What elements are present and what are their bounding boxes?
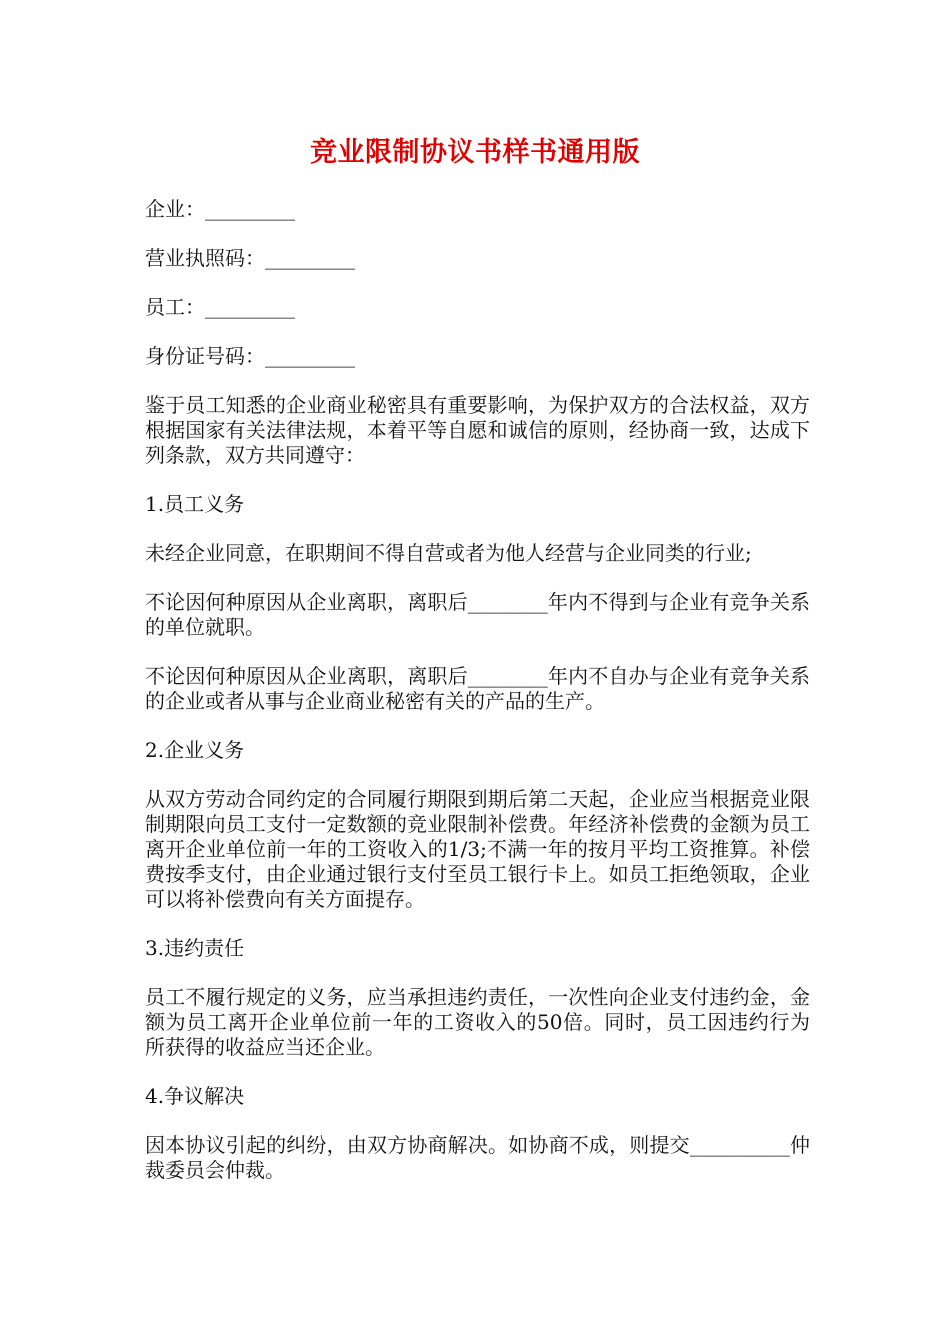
field-label: 营业执照码： — [145, 246, 265, 270]
section-heading: 2.企业义务 — [145, 738, 245, 762]
field-blank: _________ — [265, 246, 355, 270]
field-label: 身份证号码： — [145, 344, 265, 368]
field-business-license — [145, 246, 810, 271]
section-paragraph: 未经企业同意，在职期间不得自营或者为他人经营与企业同类的行业; — [145, 541, 752, 565]
section-heading: 1.员工义务 — [145, 492, 245, 516]
section-paragraph: 因本协议引起的纠纷，由双方协商解决。如协商不成，则提交__________仲裁委员会仲裁。 — [145, 1133, 810, 1182]
section-paragraph: 员工不履行规定的义务，应当承担违约责任，一次性向企业支付违约金，金额为员工离开企业单位前一年的工资收入的50倍。同时，员工因违约行为所获得的收益应当还企业。 — [145, 985, 810, 1059]
document-title: 竞业限制协议书样书通用版 — [310, 137, 640, 168]
section-heading: 3.违约责任 — [145, 936, 245, 960]
section-heading: 4.争议解决 — [145, 1084, 245, 1108]
intro-paragraph: 鉴于员工知悉的企业商业秘密具有重要影响，为保护双方的合法权益，双方根据国家有关法律法规，本着平等自愿和诚信的原则，经协商一致，达成下列条款，双方共同遵守： — [145, 393, 810, 467]
field-employee — [145, 295, 810, 320]
section-paragraph: 不论因何种原因从企业离职，离职后________年内不自办与企业有竞争关系的企业或者从事与企业商业秘密有关的产品的生产。 — [145, 664, 810, 713]
field-blank: _________ — [205, 295, 295, 319]
field-label: 企业： — [145, 197, 205, 221]
section-paragraph: 不论因何种原因从企业离职，离职后________年内不得到与企业有竞争关系的单位就职。 — [145, 590, 810, 639]
field-company — [145, 197, 810, 222]
document-body — [145, 197, 810, 1207]
section-paragraph: 从双方劳动合同约定的合同履行期限到期后第二天起，企业应当根据竞业限制期限向员工支付一定数额的竞业限制补偿费。年经济补偿费的金额为员工离开企业单位前一年的工资收入的1/3;不满一年的按月平均工资推算。补偿费按季支付，由企业通过银行支付至员工银行卡上。如员工拒绝领取，企业可以将补偿费向有关方面提存。 — [145, 787, 810, 911]
field-label: 员工： — [145, 295, 205, 319]
field-blank: _________ — [205, 197, 295, 221]
field-id-number — [145, 344, 810, 369]
field-blank: _________ — [265, 344, 355, 368]
